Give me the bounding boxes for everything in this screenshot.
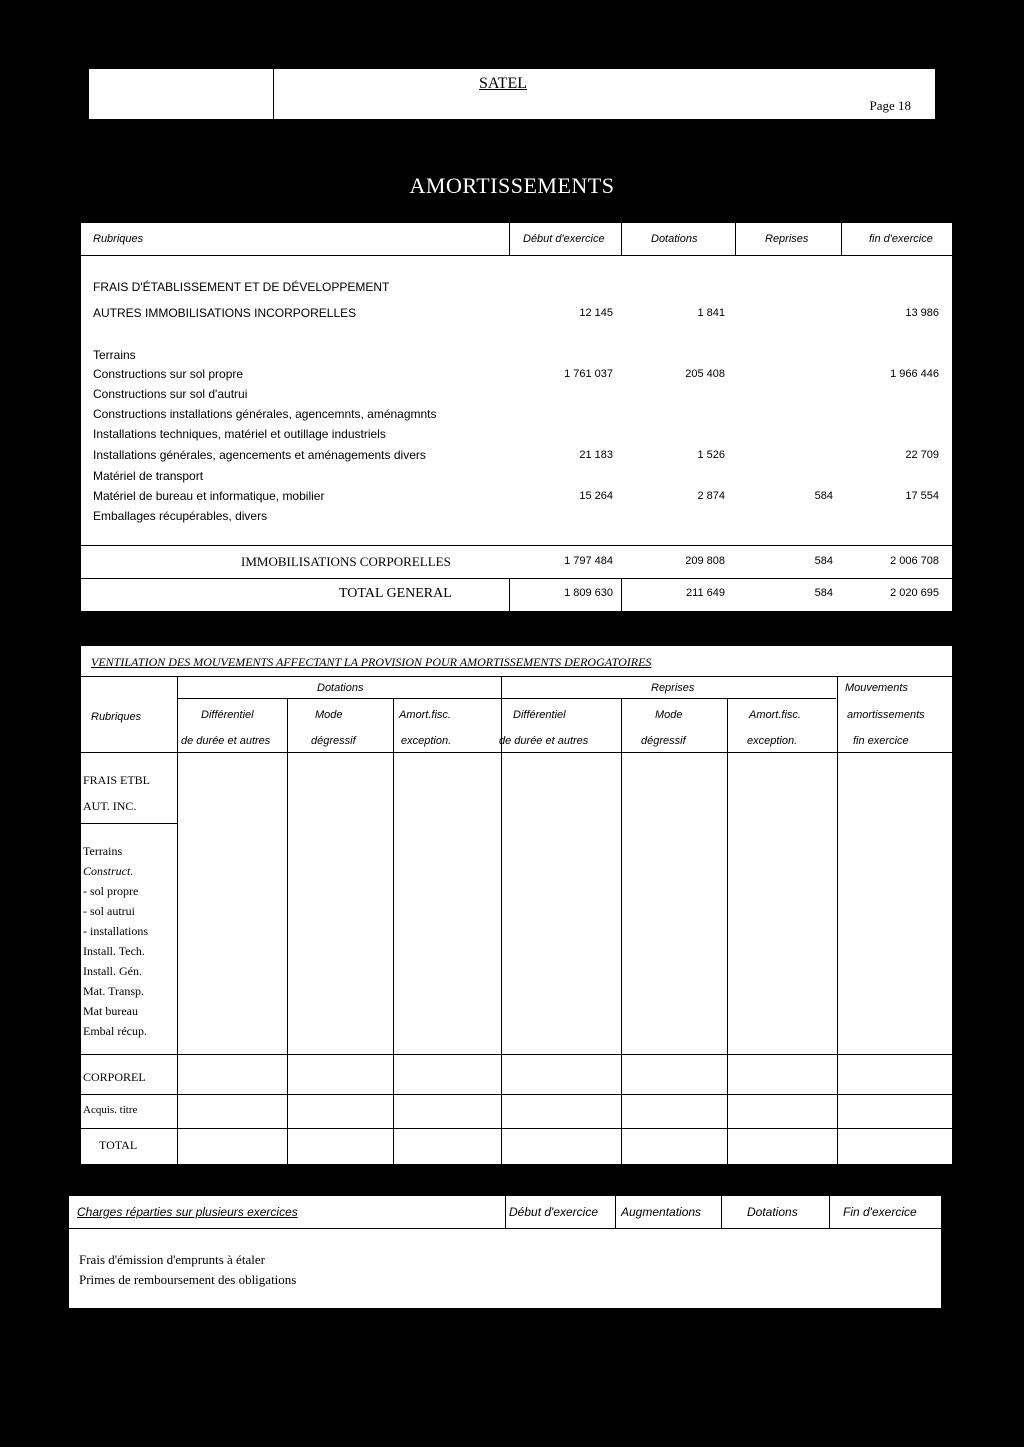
total-dotations: 211 649 xyxy=(686,587,725,599)
company-name: SATEL xyxy=(479,75,527,92)
column-divider xyxy=(829,1196,830,1228)
row-label: Mat. Transp. xyxy=(83,984,145,998)
page-number: Page 18 xyxy=(869,98,911,113)
header-charges: Charges réparties sur plusieurs exercices xyxy=(77,1205,298,1219)
header-augmentations: Augmentations xyxy=(621,1205,702,1219)
total-reprises: 584 xyxy=(814,587,833,599)
corporelles-fin: 2 006 708 xyxy=(890,555,939,567)
row-label: Mat bureau xyxy=(83,1004,138,1018)
acquis-label: Acquis. titre xyxy=(83,1104,138,1116)
row-label: Install. Tech. xyxy=(83,944,145,958)
row-label: Primes de remboursement des obligations xyxy=(79,1272,297,1287)
row-label: Construct. xyxy=(83,864,134,878)
dot-col3-l1: Amort.fisc. xyxy=(399,709,451,721)
header-dotations: Dotations xyxy=(651,233,698,245)
cell-debut: 12 145 xyxy=(579,307,613,319)
header-debut: Début d'exercice xyxy=(509,1205,599,1219)
mouvements-line1: Mouvements xyxy=(845,682,908,694)
total-debut: 1 809 630 xyxy=(564,587,613,599)
corporel-label: CORPOREL xyxy=(83,1070,146,1084)
row-label: Terrains xyxy=(83,844,123,858)
column-divider xyxy=(505,1196,506,1228)
row-label: - sol propre xyxy=(83,884,139,898)
column-divider xyxy=(621,698,622,1166)
rep-col1-l1: Différentiel xyxy=(513,709,566,721)
row-label: Installations générales, agencements et aménagements divers xyxy=(93,448,426,462)
header-reprises: Reprises xyxy=(765,233,809,245)
row-label: Constructions sur sol propre xyxy=(93,367,244,381)
corporelles-label: IMMOBILISATIONS CORPORELLES xyxy=(241,554,451,569)
column-divider xyxy=(287,698,288,1166)
row-label: FRAIS ETBL xyxy=(83,773,151,787)
row-divider xyxy=(81,255,952,256)
row-divider xyxy=(81,676,952,677)
row-divider xyxy=(81,1054,952,1055)
row-divider xyxy=(81,545,952,546)
total-label: TOTAL xyxy=(99,1138,138,1152)
header-divider xyxy=(273,69,274,119)
cell-fin: 13 986 xyxy=(905,307,939,319)
row-label: Matériel de bureau et informatique, mobilier xyxy=(93,489,325,503)
row-label: Matériel de transport xyxy=(93,469,204,483)
row-divider xyxy=(81,1094,952,1095)
group-dotations: Dotations xyxy=(317,682,364,694)
row-divider xyxy=(81,1128,952,1129)
row-divider xyxy=(81,752,952,753)
row-divider xyxy=(81,823,177,824)
group-reprises: Reprises xyxy=(651,682,695,694)
cell-fin: 1 966 446 xyxy=(890,368,939,380)
dot-col1-l2: de durée et autres xyxy=(181,735,271,747)
row-label: Constructions sur sol d'autrui xyxy=(93,387,248,401)
row-label: - sol autrui xyxy=(83,904,135,918)
dot-col2-l1: Mode xyxy=(315,709,343,721)
row-label: Frais d'émission d'emprunts à étaler xyxy=(79,1252,265,1267)
cell-dotations: 2 874 xyxy=(697,490,725,502)
page-header xyxy=(88,68,936,120)
header-rubriques: Rubriques xyxy=(91,711,142,723)
row-label: Embal récup. xyxy=(83,1024,147,1038)
cell-debut: 21 183 xyxy=(579,449,613,461)
column-divider xyxy=(841,223,842,255)
row-label: AUTRES IMMOBILISATIONS INCORPORELLES xyxy=(93,306,357,320)
row-label: Emballages récupérables, divers xyxy=(93,509,268,523)
page-title: AMORTISSEMENTS xyxy=(409,173,615,198)
cell-reprises: 584 xyxy=(814,490,833,502)
total-general-label: TOTAL GENERAL xyxy=(339,586,452,601)
row-divider xyxy=(69,1228,941,1229)
amortissements-table xyxy=(80,222,953,612)
row-label: Install. Gén. xyxy=(83,964,142,978)
charges-reparties-table xyxy=(68,1195,942,1309)
header-fin: fin d'exercice xyxy=(869,233,933,245)
row-label: Terrains xyxy=(93,348,136,362)
column-divider xyxy=(721,1196,722,1228)
total-fin: 2 020 695 xyxy=(890,587,939,599)
mouvements-line3: fin exercice xyxy=(853,735,909,747)
corporelles-dotations: 209 808 xyxy=(685,555,725,567)
mouvements-line2: amortissements xyxy=(847,709,925,721)
rep-col1-l2: de durée et autres xyxy=(499,735,589,747)
header-debut: Début d'exercice xyxy=(523,233,605,245)
dot-col3-l2: exception. xyxy=(401,735,452,747)
column-divider xyxy=(501,676,502,1166)
column-divider xyxy=(615,1196,616,1228)
header-dotations: Dotations xyxy=(747,1205,798,1219)
column-divider xyxy=(393,698,394,1166)
row-label: AUT. INC. xyxy=(83,799,137,813)
row-divider xyxy=(177,698,836,699)
row-divider xyxy=(81,578,952,579)
rep-col3-l2: exception. xyxy=(747,735,798,747)
rep-col2-l1: Mode xyxy=(655,709,683,721)
derogatoires-title: VENTILATION DES MOUVEMENTS AFFECTANT LA PROVISION POUR AMORTISSEMENTS DEROGATOIRES xyxy=(91,655,652,669)
column-divider xyxy=(727,698,728,1166)
column-divider xyxy=(177,676,178,1166)
row-label: - installations xyxy=(83,924,148,938)
column-divider xyxy=(735,223,736,255)
corporelles-debut: 1 797 484 xyxy=(564,555,613,567)
cell-fin: 22 709 xyxy=(905,449,939,461)
column-divider xyxy=(837,676,838,1166)
column-divider xyxy=(509,578,510,613)
header-rubriques: Rubriques xyxy=(93,233,144,245)
header-fin: Fin d'exercice xyxy=(843,1205,917,1219)
corporelles-reprises: 584 xyxy=(814,555,833,567)
cell-fin: 17 554 xyxy=(905,490,939,502)
dot-col1-l1: Différentiel xyxy=(201,709,254,721)
rep-col2-l2: dégressif xyxy=(641,735,686,747)
rep-col3-l1: Amort.fisc. xyxy=(749,709,801,721)
cell-dotations: 1 841 xyxy=(697,307,725,319)
cell-debut: 15 264 xyxy=(579,490,613,502)
column-divider xyxy=(621,578,622,613)
row-label: FRAIS D'ÉTABLISSEMENT ET DE DÉVELOPPEMENT xyxy=(93,280,390,294)
row-label: Installations techniques, matériel et outillage industriels xyxy=(93,427,386,441)
column-divider xyxy=(621,223,622,255)
column-divider xyxy=(509,223,510,255)
derogatoires-table xyxy=(80,645,953,1165)
cell-debut: 1 761 037 xyxy=(564,368,613,380)
row-label: Constructions installations générales, agencemnts, aménagmnts xyxy=(93,407,437,421)
cell-dotations: 1 526 xyxy=(697,449,725,461)
dot-col2-l2: dégressif xyxy=(311,735,356,747)
cell-dotations: 205 408 xyxy=(685,368,725,380)
